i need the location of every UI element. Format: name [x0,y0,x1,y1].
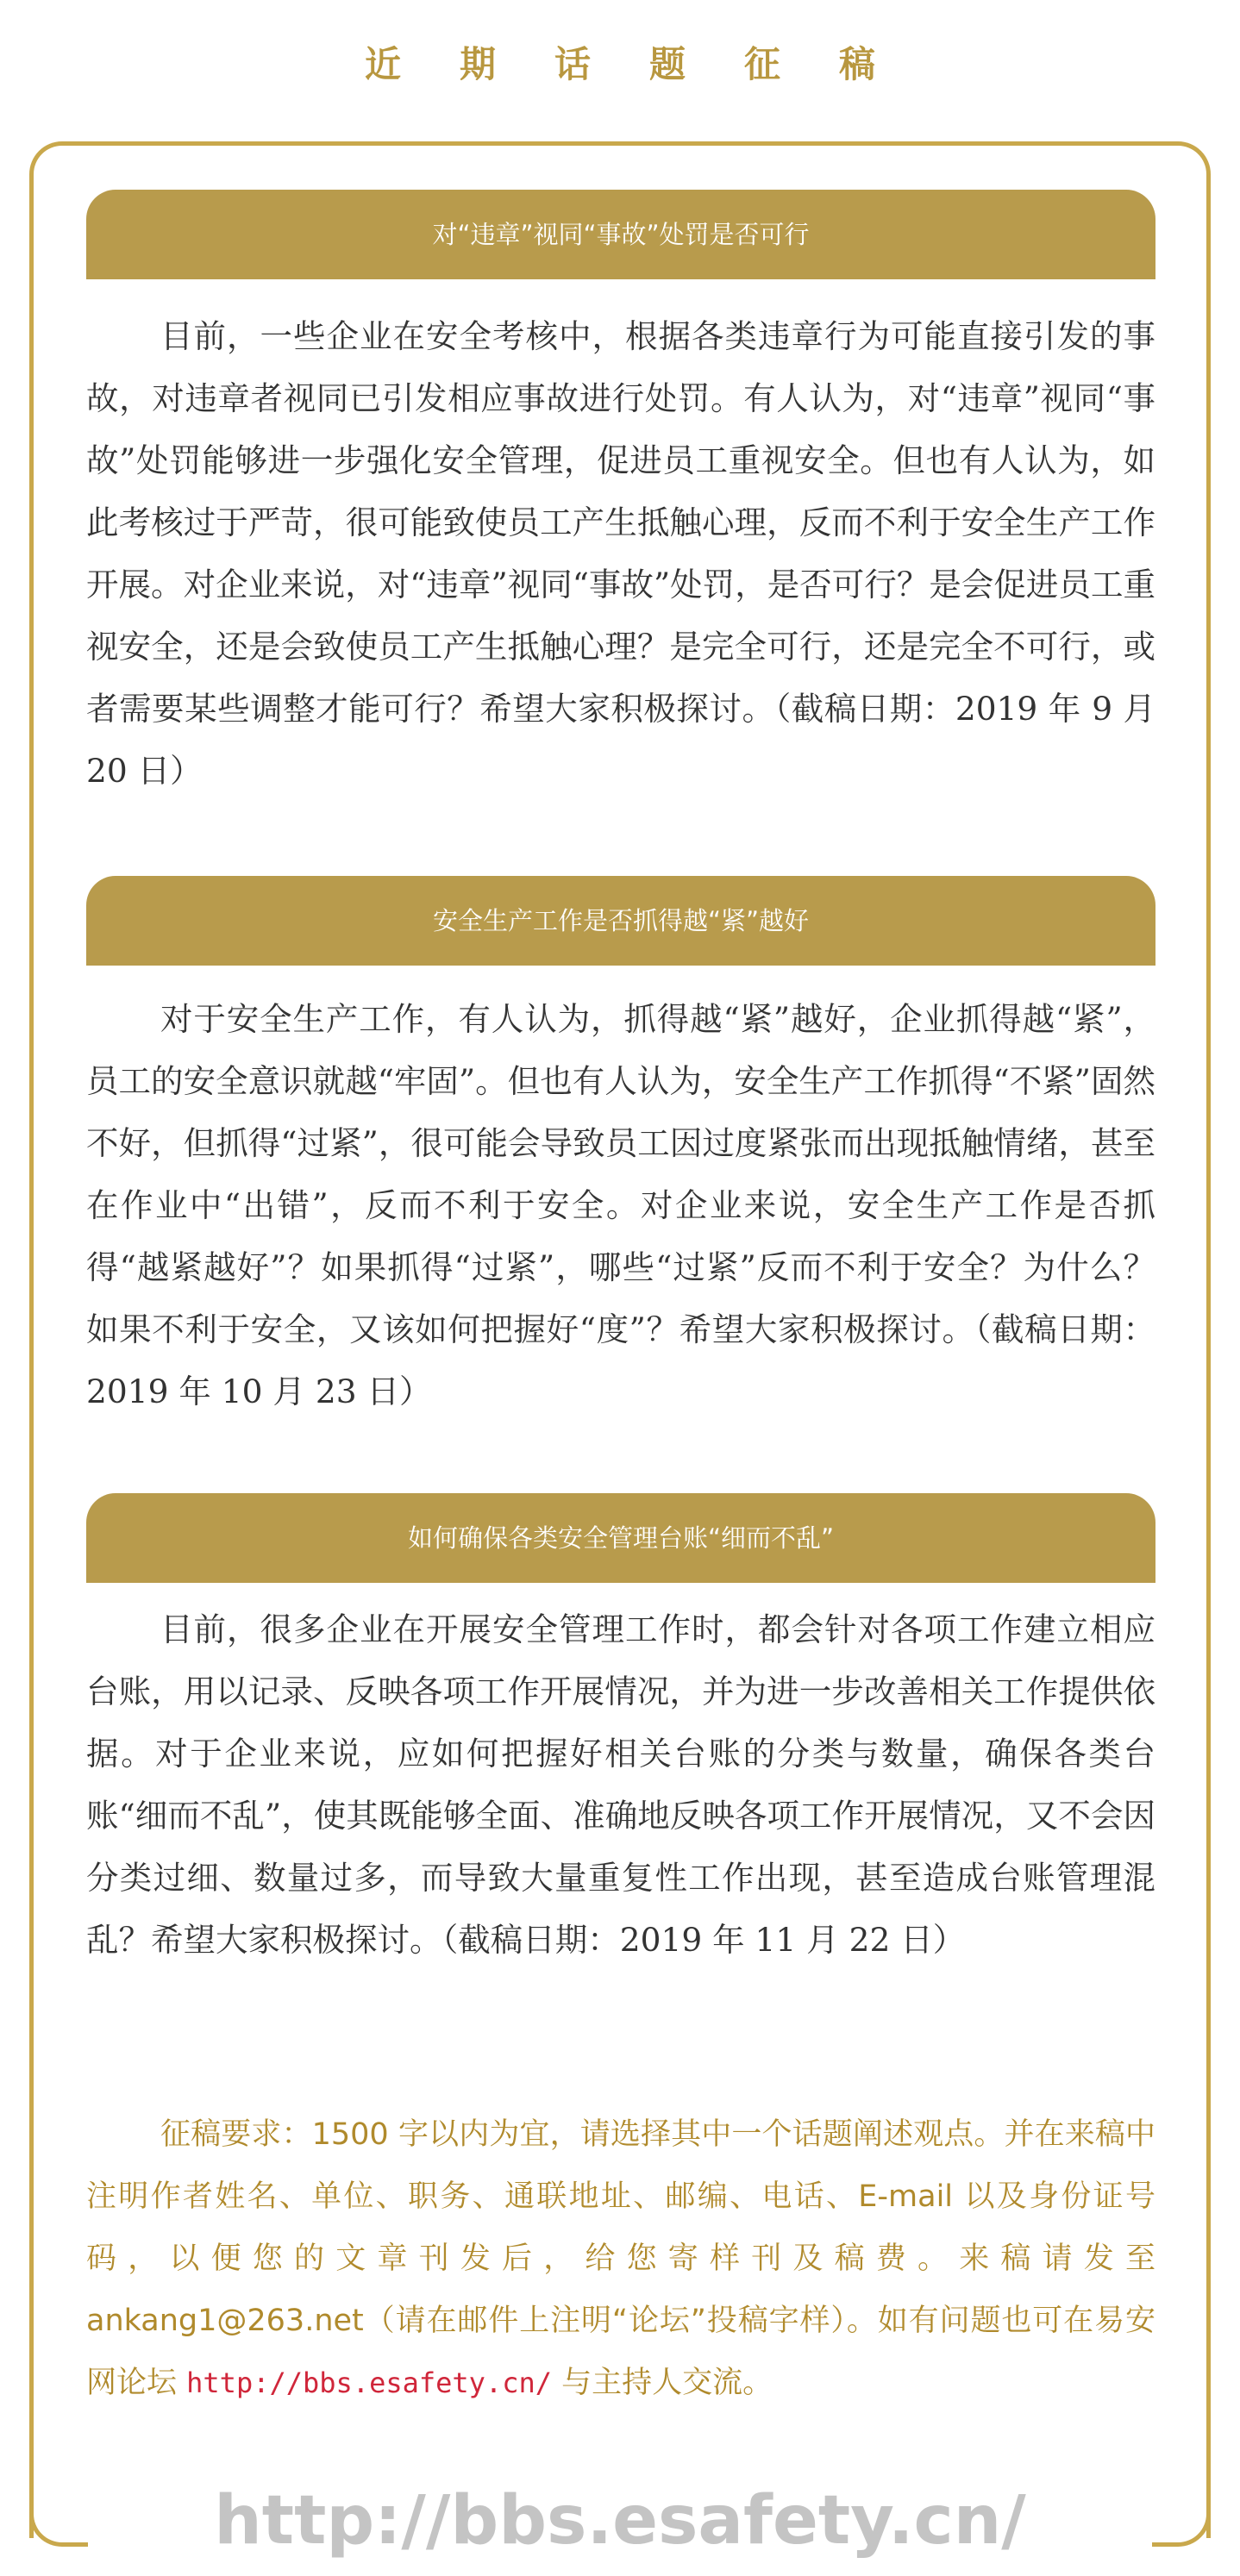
footer-url-watermark: http://bbs.esafety.cn/ [214,2482,1026,2560]
submission-requirements [86,2104,1155,2414]
page-title: 近期话题征稿 [364,43,934,85]
topic-3-header: 如何确保各类安全管理台账“细而不乱” [86,1493,1155,1583]
topic-1-body: 目前，一些企业在安全考核中，根据各类违章行为可能直接引发的事故，对违章者视同已引发相应事故进行处罚。有人认为，对“违章”视同“事故”处罚能够进一步强化安全管理，促进员工重视安全。但也有人认为，如此考核过于严苛，很可能致使员工产生抵触心理，反而不利于安全生产工作开展。对企业来说，对“违章”视同“事故”处罚，是否可行？是会促进员工重视安全，还是会致使员工产生抵触心理？是完全可行，还是完全不可行，或者需要某些调整才能可行？希望大家积极探讨。（截稿日期：2019 年 9 月 20 日） [86,317,1155,790]
requirements-text-end: 与主持人交流。 [551,2366,773,2400]
forum-link[interactable]: http://bbs.esafety.cn/ [186,2367,552,2399]
topic-3-body: 目前，很多企业在开展安全管理工作时，都会针对各项工作建立相应台账，用以记录、反映各项工作开展情况，并为进一步改善相关工作提供依据。对于企业来说，应如何把握好相关台账的分类与数量，确保各类台账“细而不乱”，使其既能够全面、准确地反映各项工作开展情况，又不会因分类过细、数量过多，而导致大量重复性工作出现，甚至造成台账管理混乱？希望大家积极探讨。（截稿日期：2019 年 11 月 22 日） [86,1610,1155,1959]
topic-2-body: 对于安全生产工作，有人认为，抓得越“紧”越好，企业抓得越“紧”，员工的安全意识就越“牢固”。但也有人认为，安全生产工作抓得“不紧”固然不好，但抓得“过紧”，很可能会导致员工因过度紧张而出现抵触情绪，甚至在作业中“出错”，反而不利于安全。对企业来说，安全生产工作是否抓得“越紧越好”？如果抓得“过紧”，哪些“过紧”反而不利于安全？为什么？如果不利于安全，又该如何把握好“度”？希望大家积极探讨。（截稿日期：2019 年 10 月 23 日） [86,1000,1155,1410]
topic-1-header: 对“违章”视同“事故”处罚是否可行 [86,190,1155,279]
requirements-text: 征稿要求：1500 字以内为宜，请选择其中一个话题阐述观点。并在来稿中注明作者姓名、单位、职务、通联地址、邮编、电话、E-mail 以及身份证号码，以便您的文章刊发后，给您寄样刊及稿费。来稿请发至 ankang1@263.net（请在邮件上注明“论坛”投稿字样）。如有问题也可在易安网论坛 [86,2117,1155,2400]
topic-2-header: 安全生产工作是否抓得越“紧”越好 [86,876,1155,966]
